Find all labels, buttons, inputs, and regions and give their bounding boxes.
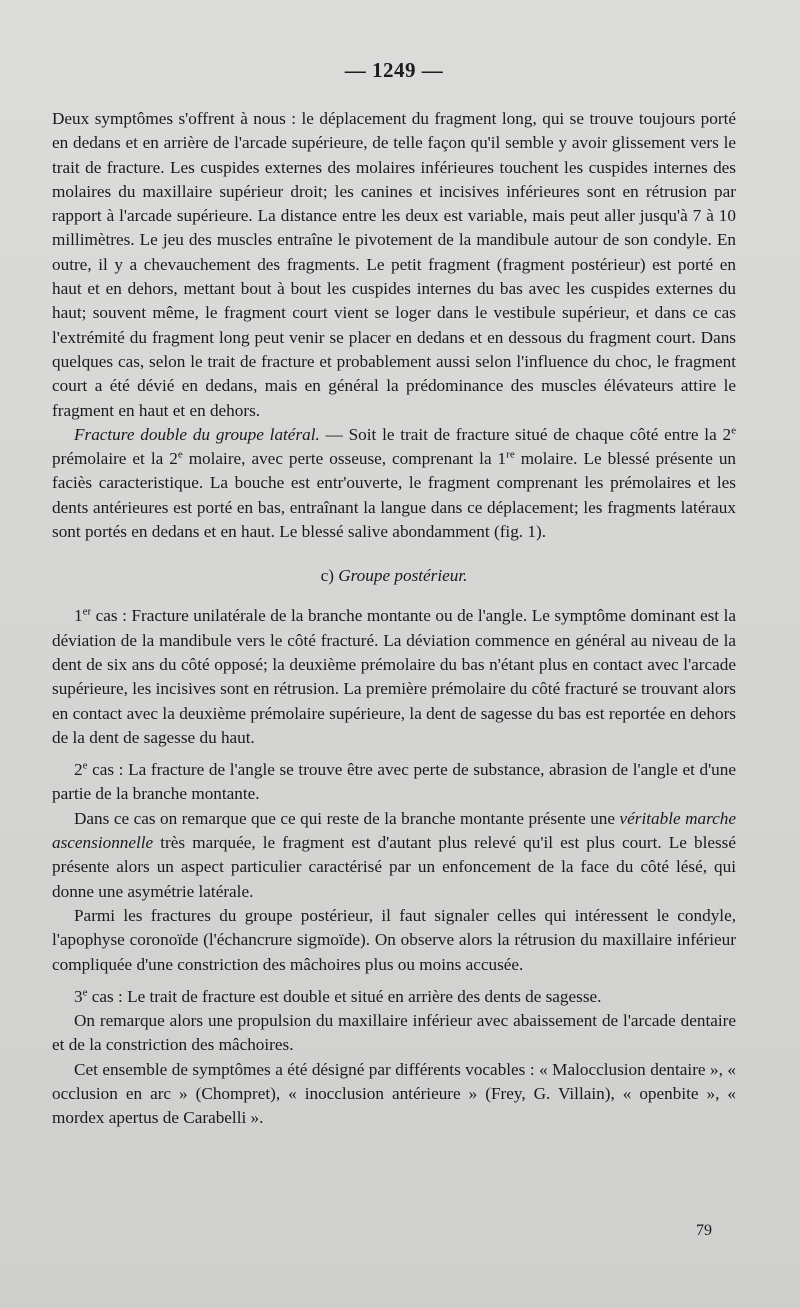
page-number-header: — 1249 — — [344, 58, 444, 82]
paragraph-premier-cas: 1er cas : Fracture unilatérale de la branche montante ou de l'angle. Le symptôme dominant est la déviation de la mandibule vers le côté fracturé. La déviation commence en général au niveau de la dent de six ans du côté opposé; la deuxième prémolaire du bas n'étant plus en contact avec l'arcade supérieure, les incisives sont en rétrusion. La première prémolaire du côté fracturé se trouvant alors en contact avec la deuxième prémolaire supérieure, la dent de sagesse du bas est reportée en dehors de la dent de sagesse du haut. — [52, 605, 736, 747]
paragraph-deuxieme-cas: 2e cas : La fracture de l'angle se trouve être avec perte de substance, abrasion de l'angle et d'une partie de la branche montante. — [52, 759, 736, 804]
paragraph-condyle: Parmi les fractures du groupe postérieur, il faut signaler celles qui intéressent le condyle, l'apophyse coronoïde (l'échancrure sigmoïde). On observe alors la rétrusion du maxillaire inférieur compliquée d'une constriction des mâchoires plus ou moins accusée. — [52, 905, 736, 974]
section-heading-groupe-posterieur: c) Groupe postérieur. — [320, 566, 468, 586]
paragraph-vocables: Cet ensemble de symptômes a été désigné par différents vocables : « Malocclusion dentaire », « occlusion en arc » (Chompret), « inocclusion antérieure » (Frey, G. Villain), « openbite », « mordex apertus de Carabelli ». — [52, 1059, 736, 1128]
paragraph-troisieme-cas: 3e cas : Le trait de fracture est double et situé en arrière des dents de sagesse. — [74, 986, 602, 1006]
paragraph-deux-symptomes: Deux symptômes s'offrent à nous : le déplacement du fragment long, qui se trouve toujours porté en dedans et en arrière de l'arcade supérieure, de telle façon qu'il semble y avoir glissement vers le trait de fracture. Les cuspides externes des molaires inférieures touchent les cuspides internes des molaires du maxillaire supérieur droit; les canines et incisives inférieures sont en rétrusion par rapport à l'arcade supérieure. La distance entre les deux est variable, mais peut aller jusqu'à 7 à 10 millimètres. Le jeu des muscles entraîne le pivotement de la mandibule autour de son condyle. En outre, il y a chevauchement des fragments. Le petit fragment (fragment postérieur) est porté en haut et en dehors, mettant bout à bout les cuspides internes du bas avec les cuspides externes du haut; souvent même, le fragment court vient se loger dans le vestibule supérieur, et dans ce cas l'extrémité du fragment long peut venir se placer en dedans et en dessous du fragment court. Dans quelques cas, selon le trait de fracture et probablement aussi selon l'influence du choc, le fragment court a été dévié en dedans, mais en général la prédominance des muscles élévateurs attire le fragment en haut et en dehors. — [52, 109, 736, 420]
paragraph-marche-ascensionnelle: Dans ce cas on remarque que ce qui reste de la branche montante présente une véritable marche ascensionnelle très marquée, le fragment est d'autant plus relevé qu'il est plus court. Le blessé présente alors un aspect particulier caractérisé par un enfoncement de la face du côté lésé, qui donne une asymétrie latérale. — [52, 808, 737, 901]
lead-fracture-double: Fracture double du groupe latéral. — [74, 424, 320, 444]
paragraph-fracture-double: Fracture double du groupe latéral. — Soit le trait de fracture situé de chaque côté entre la 2e prémolaire et la 2e molaire, avec perte osseuse, comprenant la 1re molaire. Le blessé présente un faciès caracteristique. La bouche est entr'ouverte, le fragment comprenant les prémolaires et les dents antérieures est porté en bas, entraînant la langue dans ce déplacement; les fragments latéraux sont portés en dedans et en haut. Le blessé salive abondamment (fig. 1). — [52, 424, 737, 542]
paragraph-propulsion: On remarque alors une propulsion du maxillaire inférieur avec abaissement de l'arcade dentaire et de la constriction des mâchoires. — [52, 1011, 736, 1055]
folio-number: 79 — [696, 1222, 712, 1239]
